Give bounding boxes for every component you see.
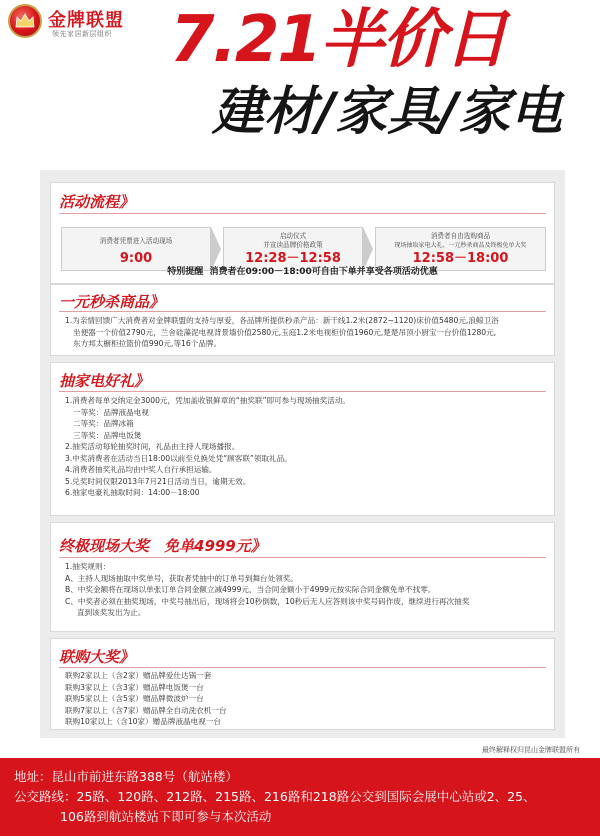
- divider: [59, 557, 546, 558]
- grand-prize-panel: [50, 522, 555, 632]
- flash-sale-panel: [50, 284, 555, 356]
- lottery-title: 抽家电好礼》: [59, 372, 150, 390]
- flash-sale-text: 1.为亲情回馈广大消费者对金牌联盟的支持与厚爱，各品牌所提供秒杀产品：新干线1.2米(2872~1120)床价值5480元,浪鲸卫浴 坐便器一个价值2790元，兰舍硅藻泥电视背景墙价值2580元,玉庭1.2米电视柜价值1960元,楚楚吊顶小厨宝一台价值1280元, 东方邦太橱柜拉篮价值990元,等16个品牌。: [65, 316, 499, 348]
- headline-date: 7.21半价日: [170, 3, 506, 77]
- activity-flow-title: 活动流程》: [59, 193, 135, 211]
- footer-info: [0, 758, 600, 836]
- crown-icon: [8, 4, 42, 38]
- timeline-step: 启动仪式 并宣读品牌价格政策 12:28－12:58: [223, 227, 363, 271]
- timeline-step: 消费者自由选购商品 现场抽取家电大礼、一元秒杀商品及终极免单大奖 12:58－18:00: [375, 227, 546, 271]
- step-time: 9:00: [119, 251, 153, 266]
- timeline-step: 消费者凭票进入活动现场 9:00: [61, 227, 211, 271]
- group-buy-title: 联购大奖》: [59, 648, 135, 666]
- divider: [59, 667, 546, 668]
- special-reminder: 特别提醒 消费者在09:00－18:00可自由下单并享受各项活动优惠: [167, 267, 438, 277]
- headline-subtitle: 建材/家具/家电: [212, 82, 562, 142]
- brand-name: 金牌联盟: [48, 10, 124, 31]
- lottery-panel: [50, 362, 555, 516]
- final-note: 最终解释权归昆山金牌联盟所有: [482, 746, 580, 754]
- brand-logo: [8, 4, 168, 40]
- grand-prize-text: 1.抽奖规则： A、主持人现场抽取中奖单号，获取者凭抽中的订单号到舞台处领奖。 B、中奖金额将在现场以单张订单合同金额立减4999元，当合同金额小于4999元按实际合同金额免单不找零。 C、中奖者必须在抽奖现场，中奖号抽出后，现场将会10秒倒数，10秒后无人应答则该中奖号码作废，继续进行再次抽奖 直到该奖发出为止。: [65, 562, 470, 617]
- divider: [59, 311, 546, 312]
- bus-route-text-2: 106路到航站楼站下即可参与本次活动: [60, 809, 272, 824]
- flash-sale-title: 一元秒杀商品》: [59, 293, 165, 311]
- lottery-text: 1.消费者每单交纳定金3000元，凭加盖收银鲜章的“抽奖联”即可参与现场抽奖活动。 一等奖：品牌液晶电视 二等奖：品牌冰箱 三等奖：品牌电饭煲 2.抽奖活动每轮抽奖时间，礼品由主持人现场播报。 3.中奖消费者在活动当日18:00以前至兑换处凭“顾客联”领取礼品。 4.消费者抽奖礼品均由中奖人自行承担运输。 5.兑奖时间仅限2013年7月21日活动当日，逾期无效。 6.抽家电豪礼抽取时间：14:00－18:00: [65, 396, 351, 497]
- bus-route-text: 公交路线：25路、120路、212路、215路、216路和218路公交到国际会展中心站或2、25、: [14, 789, 536, 804]
- brand-slogan: 领先家居新层组织: [52, 30, 112, 38]
- group-buy-text: 联购2家以上（含2家）赠品牌爱仕达锅一套 联购3家以上（含3家）赠品牌电饭煲一台 联购5家以上（含5家）赠品牌微波炉一台 联购7家以上（含7家）赠品牌全自动洗衣机一台 联购10家以上（含10家）赠品牌液晶电视一台: [65, 671, 227, 726]
- step-time: 12:58－18:00: [412, 251, 509, 266]
- event-board: [40, 170, 565, 738]
- step-time: 12:28－12:58: [245, 251, 341, 266]
- divider: [59, 391, 546, 392]
- grand-prize-title: 终极现场大奖 免单4999元》: [59, 537, 266, 555]
- divider: [59, 213, 546, 214]
- group-buy-panel: [50, 638, 555, 730]
- address-text: 地址：昆山市前进东路388号（航站楼）: [14, 769, 238, 784]
